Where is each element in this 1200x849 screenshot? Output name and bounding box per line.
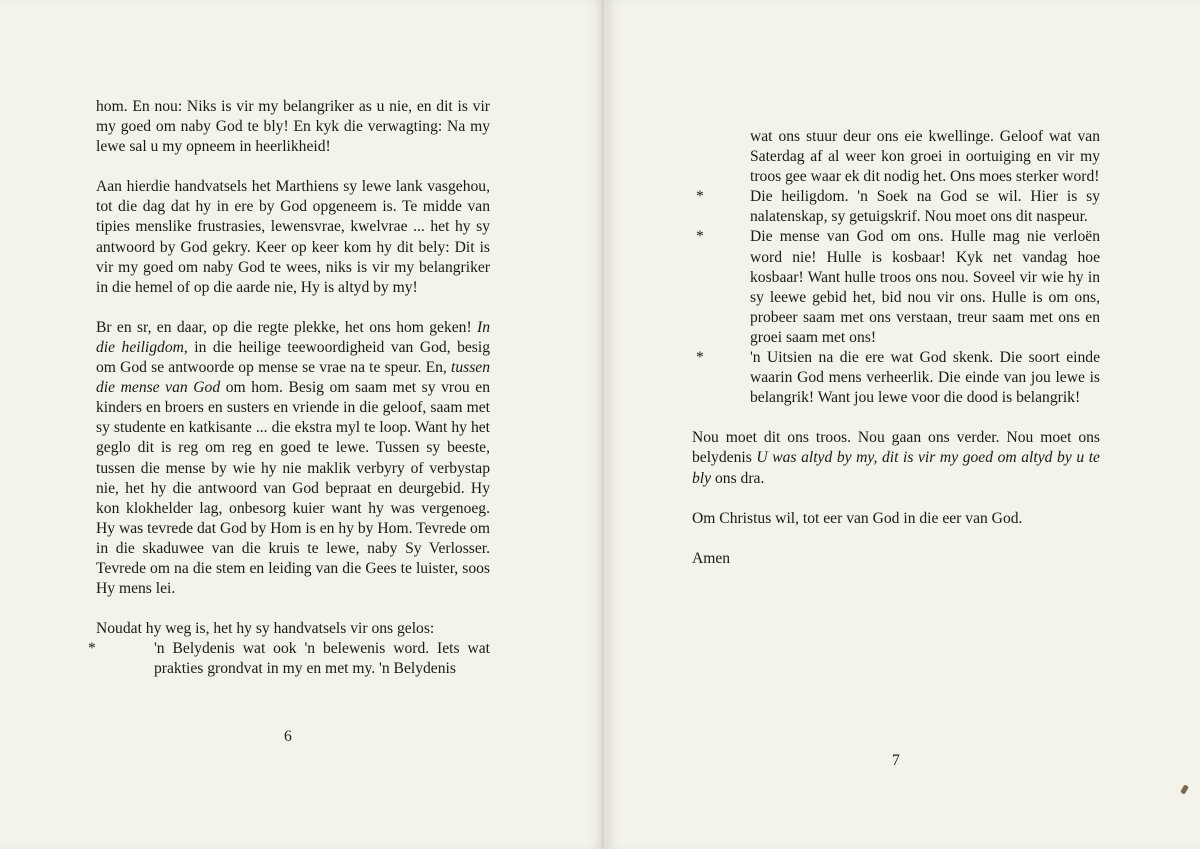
bullet-uitsien-text: 'n Uitsien na die ere wat God skenk. Die soort einde waarin God mens verheerlik. Die einde van jou lewe is belangrik! Want jou lewe voor die dood is belangrik! (750, 349, 1100, 407)
left-page-text (88, 97, 490, 679)
bullet-belydenis-text: 'n Belydenis wat ook 'n belewenis word. Iets wat prakties grondvat in my en met my. 'n Belydenis (154, 640, 490, 678)
heiligdom-emphasis: In die heiligdom (96, 318, 490, 356)
paragraph-4: Noudat hy weg is, het hy sy handvatsels vir ons gelos: (96, 620, 435, 638)
belydenis-emphasis: U was altyd by my, dit is vir my goed om altyd by u te bly (692, 449, 1100, 487)
paragraph-2: Aan hierdie handvatsels het Marthiens sy lewe lank vasgehou, tot die dag dat hy in ere by God opgeneem is. Te midde van tipies menslike frustrasies, lewensvrae, kwelvrae ... het hy sy antwoord by God gekry. Keer op keer kom hy dit bely: Dit is vir my goed om naby God te wees, niks is vir my belangriker in die hemel of op die aarde nie, Hy is altyd by my! (96, 178, 490, 296)
right-page (606, 0, 1200, 849)
bullet-belydenis (88, 639, 490, 679)
paragraph-3-intro: Br en sr, en daar, op die regte plekke, het ons hom geken! (96, 318, 472, 336)
bullet-star-icon: * (696, 188, 704, 206)
paragraph-5-intro: Nou moet dit ons troos. Nou gaan ons verder. Nou moet ons belydenis (692, 429, 1100, 467)
mense-van-god-emphasis: tussen die mense van God (96, 359, 490, 397)
paragraph-3 (96, 318, 490, 599)
paragraph-1: hom. En nou: Niks is vir my belangriker as u nie, en dit is vir my goed om naby God te bly! En kyk die verwagting: Na my lewe sal u my opneem in heerlikheid! (96, 98, 490, 156)
closing-amen: Amen (692, 549, 731, 567)
page-number-6: 6 (284, 728, 292, 745)
right-page-text (692, 127, 1100, 569)
ink-mark (1180, 784, 1189, 794)
bullet-belydenis-continued: wat ons stuur deur ons eie kwellinge. Geloof wat van Saterdag af al weer kon groei in oortuiging en vir my troos gee waar ek dit nodig het. Ons moes sterker word! (750, 128, 1100, 186)
bullet-star-icon: * (88, 640, 96, 658)
bullet-mense-text: Die mense van God om ons. Hulle mag nie verloën word nie! Hulle is kosbaar! Kyk net vandag hoe kosbaar! Want hulle troos ons nou. Soveel vir wie hy in sy leewe gebid het, bid nou vir ons. Hulle is om ons, probeer saam met ons verstaan, treur saam met ons en groei saam met ons! (750, 228, 1100, 346)
bullet-star-icon: * (696, 228, 704, 246)
bullet-mense (692, 227, 1100, 348)
paragraph-6: Om Christus wil, tot eer van God in die eer van God. (692, 509, 1023, 527)
page-number-7: 7 (892, 752, 900, 769)
paragraph-5-end: ons dra. (714, 469, 765, 487)
bullet-heiligdom (692, 187, 1100, 227)
paragraph-3-middle: , in die heilige teewoordigheid van God, besig om God se antwoorde op mense se vrae na te speur. En, (96, 338, 490, 377)
paragraph-5 (692, 428, 1100, 488)
bullet-heiligdom-text: Die heiligdom. 'n Soek na God se wil. Hier is sy nalatenskap, sy getuigskrif. Nou moet ons dit naspeur. (750, 188, 1100, 226)
bullet-uitsien (692, 348, 1100, 408)
bullet-star-icon: * (696, 349, 704, 367)
paragraph-3-rest: om hom. Besig om saam met sy vrou en kinders en broers en susters en vriende in die geloof, saam met sy studente en katkisante ... die ekstra myl te loop. Want hy het geglo dit is reg om reg en goed te lewe. Tussen sy beeste, tussen die mense by wie hy nie maklik verbyry of verbystap nie, het hy die antwoord van God bepraat en deurgebid. Hy kon klokhelder lag, onbesorg kuier want hy was vergenoeg. Hy was tevrede dat God by Hom is en hy by Hom. Tevrede om in die skaduwee van die kruis te lewe, naby Sy Verlosser. Tevrede om na die stem en leiding van die Gees te luister, soos Hy mens lei. (96, 379, 490, 598)
